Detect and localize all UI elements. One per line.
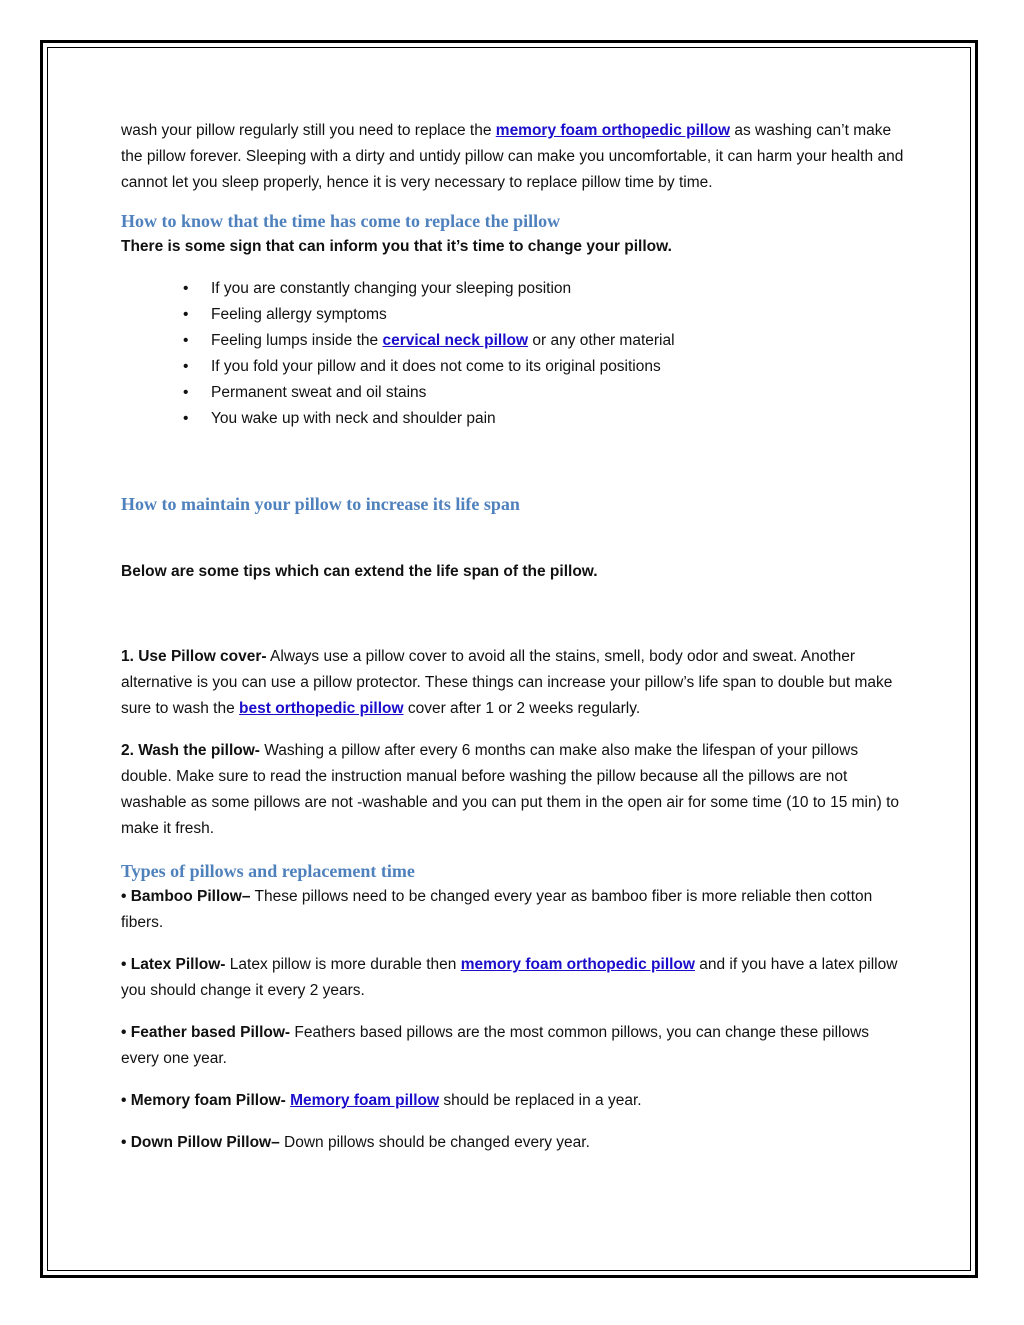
list-item: • If you are constantly changing your sleeping position	[121, 276, 911, 302]
type-latex: • Latex Pillow- Latex pillow is more durable then memory foam orthopedic pillow and if you have a latex pillow you should change it every 2 years.	[121, 956, 898, 999]
list-item: • Feeling allergy symptoms	[121, 302, 911, 328]
type-feather: • Feather based Pillow- Feathers based pillows are the most common pillows, you can change these pillows every one year.	[121, 1024, 870, 1067]
section-lead-tips: Below are some tips which can extend the life span of the pillow.	[121, 563, 598, 580]
cervical-neck-pillow-link[interactable]: cervical neck pillow	[382, 332, 529, 349]
list-item: • Feeling lumps inside the cervical neck pillow or any other material	[121, 328, 911, 354]
list-item: • You wake up with neck and shoulder pain	[121, 406, 911, 432]
section-heading-maintain: How to maintain your pillow to increase its life span	[121, 494, 520, 514]
document-body	[121, 118, 911, 1156]
tip-pillow-cover: 1. Use Pillow cover- Always use a pillow cover to avoid all the stains, smell, body odor and sweat. Another alternative is you can use a pillow protector. These things can increase your pillow’s life span to double but make sure to wash the best orthopedic pillow cover after 1 or 2 weeks regularly.	[121, 648, 893, 717]
type-memory-foam: • Memory foam Pillow- Memory foam pillow should be replaced in a year.	[121, 1092, 642, 1109]
memory-foam-orthopedic-pillow-link-2[interactable]: memory foam orthopedic pillow	[460, 956, 695, 973]
memory-foam-pillow-link[interactable]: Memory foam pillow	[290, 1092, 440, 1109]
type-down: • Down Pillow Pillow– Down pillows should be changed every year.	[121, 1134, 590, 1151]
list-item: • Permanent sweat and oil stains	[121, 380, 911, 406]
type-bamboo: • Bamboo Pillow– These pillows need to be changed every year as bamboo fiber is more reliable then cotton fibers.	[121, 888, 873, 931]
tip-wash-pillow: 2. Wash the pillow- Washing a pillow after every 6 months can make also make the lifespan of your pillows double. Make sure to read the instruction manual before washing the pillow because all the pillows are not washable as some pillows are not -washable and you can put them in the open air for some time (10 to 15 min) to make it fresh.	[121, 742, 899, 837]
intro-paragraph: wash your pillow regularly still you need to replace the memory foam orthopedic pillow as washing can’t make the pillow forever. Sleeping with a dirty and untidy pillow can make you uncomfortable, it can harm your health and cannot let you sleep properly, hence it is very necessary to replace pillow time by time.	[121, 122, 904, 191]
section-lead-signs: There is some sign that can inform you that it’s time to change your pillow.	[121, 238, 672, 255]
section-heading-types: Types of pillows and replacement time	[121, 861, 415, 881]
memory-foam-orthopedic-pillow-link[interactable]: memory foam orthopedic pillow	[495, 122, 731, 139]
section-heading-replace: How to know that the time has come to replace the pillow	[121, 211, 561, 231]
best-orthopedic-pillow-link[interactable]: best orthopedic pillow	[239, 700, 404, 717]
signs-list	[121, 276, 911, 432]
list-item: • If you fold your pillow and it does not come to its original positions	[121, 354, 911, 380]
